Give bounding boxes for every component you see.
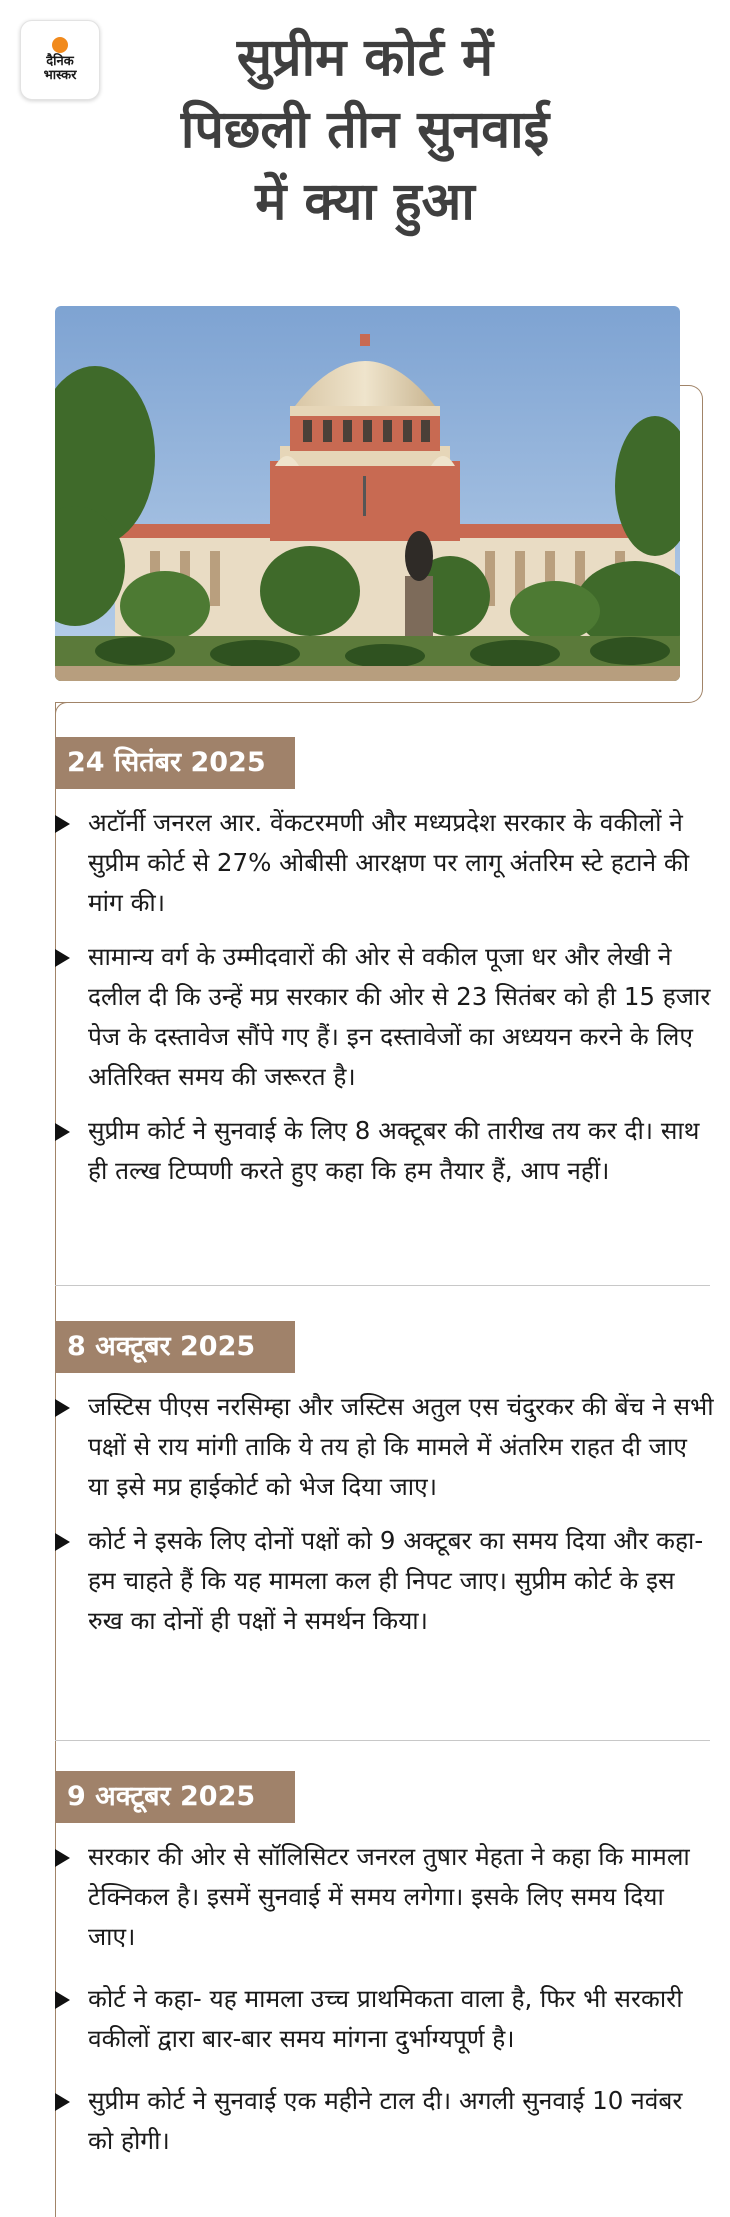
list-item: सरकार की ओर से सॉलिसिटर जनरल तुषार मेहता ने कहा कि मामला टेक्निकल है। इसमें सुनवाई में समय लगेगा। इसके लिए समय दिया जाए। [55, 1837, 715, 1957]
list-item: सुप्रीम कोर्ट ने सुनवाई के लिए 8 अक्टूबर की तारीख तय कर दी। साथ ही तल्ख टिप्पणी करते हुए कहा कि हम तैयार हैं, आप नहीं। [55, 1111, 715, 1191]
date-badge: 24 सितंबर 2025 [55, 737, 295, 789]
logo-text-line2: भास्कर [43, 68, 77, 83]
logo-text-line1: दैनिक [46, 54, 74, 69]
timeline-section-3 [55, 1771, 715, 2161]
list-item: अटॉर्नी जनरल आर. वेंकटरमणी और मध्यप्रदेश सरकार के वकीलों ने सुप्रीम कोर्ट से 27% ओबीसी आरक्षण पर लागू अंतरिम स्टे हटाने की मांग की। [55, 803, 715, 923]
section-divider [55, 1285, 710, 1286]
dainik-bhaskar-logo [20, 20, 100, 100]
decorative-frame-corner [55, 702, 71, 718]
sun-icon [52, 37, 68, 53]
headline-line-2: पिछली तीन सुनवाई [180, 100, 550, 160]
bullet-list [55, 1837, 715, 2161]
headline-line-3: में क्या हुआ [255, 172, 475, 232]
list-item: सामान्य वर्ग के उम्मीदवारों की ओर से वकील पूजा धर और लेखी ने दलील दी कि उन्हें मप्र सरकार की ओर से 23 सितंबर को ही 15 हजार पेज के दस्तावेज सौंपे गए हैं। इन दस्तावेजों का अध्ययन करने के लिए अतिरिक्त समय की जरूरत है। [55, 937, 715, 1097]
section-divider [55, 1740, 710, 1741]
headline-line-1: सुप्रीम कोर्ट में [236, 28, 494, 88]
decorative-frame-top-line [55, 702, 659, 703]
bullet-list [55, 803, 715, 1191]
list-item: कोर्ट ने कहा- यह मामला उच्च प्राथमिकता वाला है, फिर भी सरकारी वकीलों द्वारा बार-बार समय मांगना दुर्भाग्यपूर्ण है। [55, 1979, 715, 2059]
supreme-court-photo [55, 306, 680, 681]
timeline-section-2 [55, 1321, 715, 1641]
date-badge: 9 अक्टूबर 2025 [55, 1771, 295, 1823]
bullet-list [55, 1387, 715, 1641]
date-badge: 8 अक्टूबर 2025 [55, 1321, 295, 1373]
list-item: कोर्ट ने इसके लिए दोनों पक्षों को 9 अक्टूबर का समय दिया और कहा- हम चाहते हैं कि यह मामला कल ही निपट जाए। सुप्रीम कोर्ट के इस रुख का दोनों ही पक्षों ने समर्थन किया। [55, 1521, 715, 1641]
list-item: जस्टिस पीएस नरसिम्हा और जस्टिस अतुल एस चंदुरकर की बेंच ने सभी पक्षों से राय मांगी ताकि ये तय हो कि मामले में अंतरिम राहत दी जाए या इसे मप्र हाईकोर्ट को भेज दिया जाए। [55, 1387, 715, 1507]
timeline-section-1 [55, 737, 715, 1191]
headline [90, 22, 640, 238]
list-item: सुप्रीम कोर्ट ने सुनवाई एक महीने टाल दी। अगली सुनवाई 10 नवंबर को होगी। [55, 2081, 715, 2161]
